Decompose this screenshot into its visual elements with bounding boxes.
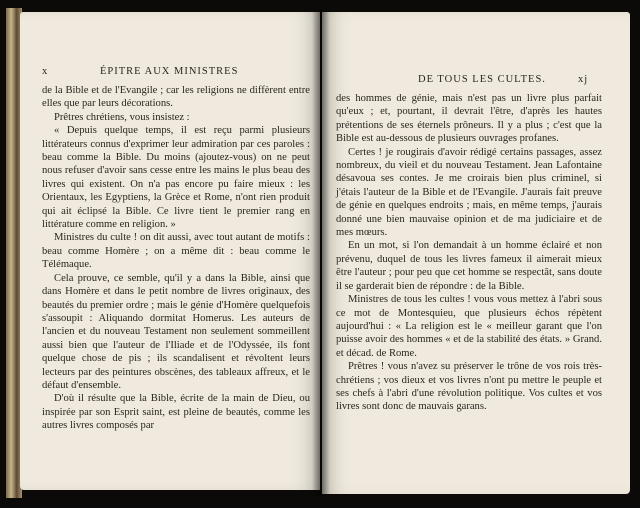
left-paragraph: Cela prouve, ce semble, qu'il y a dans la Bible, ainsi que dans Homère et dans le petit nombre de livres originaux, des beautés du premier ordre ; mais le génie d'Homère quelquefois s'assoupit : Aliquando dormitat Homerus. Les auteurs de l'ancien et du nouveau Testament non seulement sommeillent aussi bien que l'auteur de l'Iliade et de l'Odyssée, ils font quelque chose de pis ; ils scandalisent et révoltent leurs lecteurs par des peintures obscènes, des tableaux affreux, et le défaut d'ensemble. — [42, 272, 310, 391]
right-page — [322, 12, 630, 494]
left-page — [20, 12, 320, 490]
right-running-head: DE TOUS LES CULTES. — [418, 74, 546, 85]
right-paragraph: des hommes de génie, mais n'est pas un livre plus parfait qu'eux ; et, pourtant, il devrait l'être, d'après les hautes prétentions de ses éternels prôneurs. Il y a plus ; c'est que la Bible est au-dessous de plusieurs ouvrages profanes. — [336, 93, 602, 145]
left-paragraph: D'où il résulte que la Bible, écrite de la main de Dieu, ou inspirée par son Esprit saint, est pleine de beautés, comme les autres livres composés par — [42, 393, 310, 432]
left-paragraph: de la Bible et de l'Evangile ; car les religions ne diffèrent entre elles que par leurs décorations. — [42, 85, 310, 110]
right-paragraph: En un mot, si l'on demandait à un homme éclairé et non prévenu, duquel de tous les livres fameux il aimerait mieux être l'auteur ; pour peu que cet homme se respectât, sans doute il se garderait bien de répondre : de la Bible. — [336, 240, 602, 292]
right-paragraph: Ministres de tous les cultes ! vous vous mettez à l'abri sous ce mot de Montesquieu, que plusieurs échos répètent aujourd'hui : « La religion est le « meilleur garant que l'on puisse avoir des hommes « et de la stabilité des états. » Grand. et décad. de Rome. — [336, 294, 602, 359]
left-paragraph: « Depuis quelque temps, il est reçu parmi plusieurs littérateurs connus d'exprimer leur admiration par ces paroles : beau comme la Bible. Du moins (ajoutez-vous) on ne peut nous refuser d'avoir sans cesse entre les mains le plus beau des livres qui existent. On n'a pas encore pu faire mieux : les Orientaux, les Egyptiens, la Grèce et Rome, n'ont rien produit qui ait éclipsé la Bible. Ce livre tient le premier rang en littérature comme en religion. » — [42, 125, 310, 231]
right-page-number: xj — [578, 74, 589, 85]
left-paragraph: Ministres du culte ! on dit aussi, avec tout autant de motifs : beau comme Homère ; on a même dit : beau comme le Télémaque. — [42, 232, 310, 271]
left-paragraph: Prêtres chrétiens, vous insistez : — [54, 111, 190, 123]
left-page-number: x — [42, 66, 49, 77]
right-paragraph: Certes ! je rougirais d'avoir rédigé certains passages, assez nombreux, du vieil et du nouveau Testament. Jean Lafontaine désavoua ses contes. Je me croirais bien plus criminel, si j'étais l'auteur de la Bible et de l'Evangile. J'aurais fait preuve de génie en quelques endroits ; mais, en même temps, j'aurais donné une bien mauvaise opinion et de ma judiciaire et de mes mœurs. — [336, 146, 602, 239]
right-paragraph: Prêtres ! vous n'avez su préserver le trône de vos rois très-chrétiens ; vos dieux et vos livres n'ont pu mettre le peuple et ses chefs à l'abri d'une révolution politique. Vos cultes et vos livres sont donc de mauvais garans. — [336, 361, 602, 413]
left-page-text — [42, 84, 310, 433]
left-running-head: ÉPITRE AUX MINISTRES — [100, 66, 239, 77]
right-page-text — [336, 92, 602, 414]
book-gutter — [312, 10, 330, 496]
